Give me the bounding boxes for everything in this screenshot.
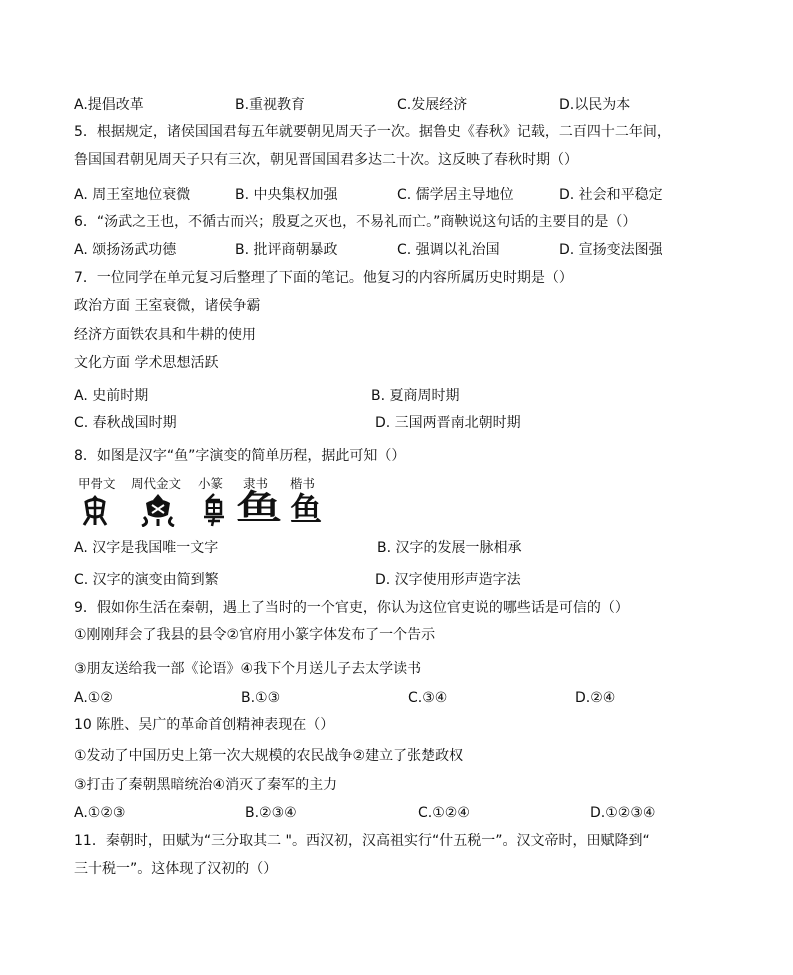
q8-stem: 8．如图是汉字“鱼”字演变的简单历程，据此可知（）	[74, 448, 406, 464]
q11-stem-line2: 三十税一”。这体现了汉初的（）	[74, 861, 278, 877]
q10-items-line2: ③打击了秦朝黑暗统治④消灭了秦军的主力	[74, 777, 338, 793]
q6-option-a: A. 颂扬汤武功德	[74, 242, 177, 258]
q5-stem-line2: 鲁国国君朝见周天子只有三次，朝见晋国国君多达二十次。这反映了春秋时期（）	[74, 152, 578, 168]
q8-option-d: D. 汉字使用形声造字法	[375, 572, 521, 588]
q9-option-c: C.③④	[408, 690, 448, 706]
label-oracle-bone: 甲骨文	[78, 476, 116, 491]
label-clerical: 隶书	[243, 476, 269, 491]
q10-option-b: B.②③④	[245, 805, 297, 821]
q7-note-politics: 政治方面 王室衰微，诸侯争霸	[74, 298, 261, 314]
q7-option-a: A. 史前时期	[74, 388, 149, 404]
oracle-bone-fish-glyph	[78, 493, 112, 527]
q10-option-c: C.①②④	[418, 805, 470, 821]
q6-option-d: D. 宣扬变法图强	[559, 242, 663, 258]
label-regular: 楷书	[290, 476, 316, 491]
q9-items-line1: ①刚刚拜会了我县的县令②官府用小篆字体发布了一个告示	[74, 627, 436, 643]
q6-option-c: C. 强调以礼治国	[397, 242, 500, 258]
q10-stem: 10 陈胜、吴广的革命首创精神表现在（）	[74, 717, 335, 733]
q9-stem: 9．假如你生活在秦朝，遇上了当时的一个官吏，你认为这位官吏说的哪些话是可信的（）	[74, 600, 629, 616]
q9-option-b: B.①③	[241, 690, 281, 706]
q9-option-d: D.②④	[575, 690, 616, 706]
q7-note-economy: 经济方面铁农具和牛耕的使用	[74, 327, 256, 343]
q5-stem-line1: 5．根据规定，诸侯国国君每五年就要朝见周天子一次。据鲁史《春秋》记载，二百四十二年间，	[74, 124, 671, 140]
q7-stem: 7．一位同学在单元复习后整理了下面的笔记。他复习的内容所属历史时期是（）	[74, 270, 573, 286]
q8-option-a: A. 汉字是我国唯一文字	[74, 540, 219, 556]
q4-option-c: C.发展经济	[397, 97, 468, 113]
q8-option-b: B. 汉字的发展一脉相承	[377, 540, 522, 556]
q5-option-a: A. 周王室地位衰微	[74, 187, 191, 203]
q7-note-culture: 文化方面 学术思想活跃	[74, 355, 219, 371]
small-seal-fish-glyph	[198, 493, 230, 527]
q4-option-b: B.重视教育	[235, 97, 306, 113]
q11-stem-line1: 11．秦朝时，田赋为“三分取其二 "。西汉初，汉高祖实行“什五税一”。汉文帝时，田赋降到“	[74, 833, 650, 849]
q10-items-line1: ①发动了中国历史上第一次大规模的农民战争②建立了张楚政权	[74, 748, 464, 764]
q7-option-b: B. 夏商周时期	[371, 388, 460, 404]
label-bronze-script: 周代金文	[131, 476, 182, 491]
q9-option-a: A.①②	[74, 690, 113, 706]
q9-items-line2: ③朋友送给我一部《论语》④我下个月送儿子去太学读书	[74, 661, 422, 677]
label-small-seal: 小篆	[198, 476, 224, 491]
q5-option-c: C. 儒学居主导地位	[397, 187, 514, 203]
q5-option-b: B. 中央集权加强	[235, 187, 338, 203]
clerical-fish-glyph: 鱼	[236, 488, 282, 528]
bronze-script-fish-glyph	[138, 493, 178, 527]
q6-option-b: B. 批评商朝暴政	[235, 242, 338, 258]
q7-option-d: D. 三国两晋南北朝时期	[375, 415, 521, 431]
q4-option-d: D.以民为本	[559, 97, 631, 113]
q5-option-d: D. 社会和平稳定	[559, 187, 663, 203]
q4-option-a: A.提倡改革	[74, 97, 144, 113]
regular-fish-glyph: 鱼	[290, 490, 323, 528]
q6-stem: 6．“汤武之王也，不循古而兴；殷夏之灭也，不易礼而亡。”商鞅说这句话的主要目的是（）	[74, 214, 637, 230]
q8-option-c: C. 汉字的演变由简到繁	[74, 572, 219, 588]
q10-option-a: A.①②③	[74, 805, 126, 821]
q10-option-d: D.①②③④	[590, 805, 656, 821]
q7-option-c: C. 春秋战国时期	[74, 415, 177, 431]
